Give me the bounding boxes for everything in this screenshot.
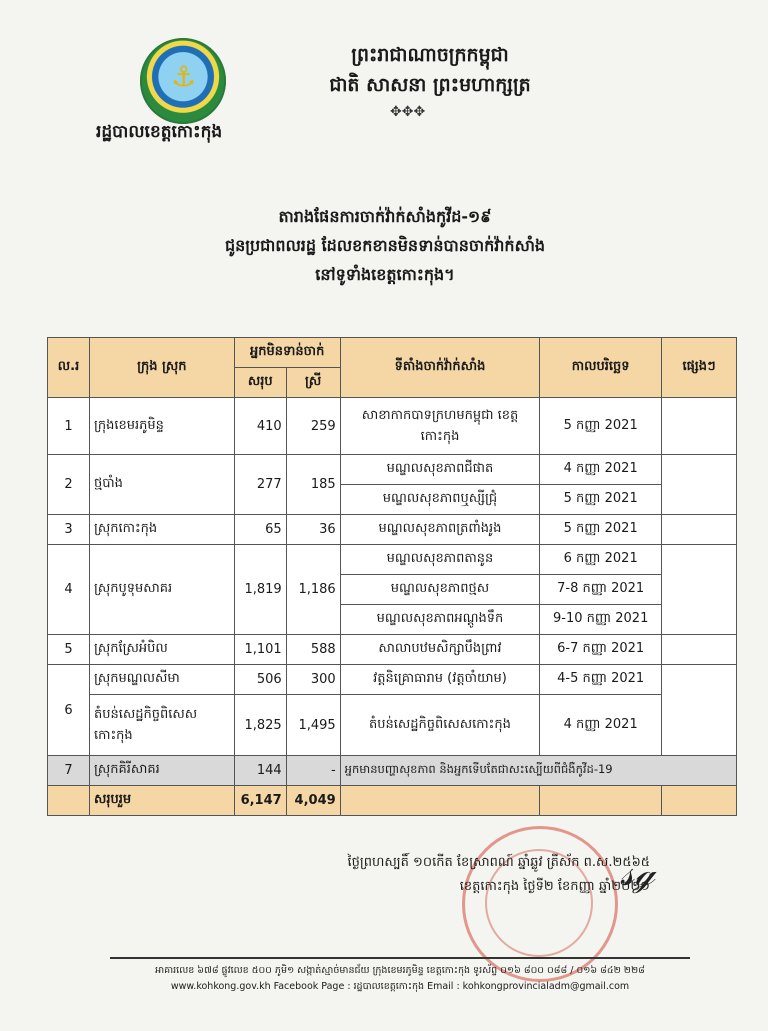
cell-other xyxy=(662,515,737,545)
cell-empty xyxy=(48,786,90,816)
table-row xyxy=(48,455,737,485)
cell-total: 1,825 xyxy=(234,695,286,756)
cell-female: 185 xyxy=(286,455,340,515)
header-total: សរុប xyxy=(234,368,286,398)
cell-no: 4 xyxy=(48,545,90,635)
cell-female: 1,186 xyxy=(286,545,340,635)
cell-date: 9-10 កញ្ញា 2021 xyxy=(540,605,662,635)
signature: 𝓈ℊ xyxy=(620,850,655,894)
anchor-icon: ⚓ xyxy=(171,60,197,93)
header-ornament: ✥✥✥ xyxy=(390,104,426,120)
header-other: ផ្សេងៗ xyxy=(662,338,737,398)
footer-address-block xyxy=(110,963,690,995)
cell-no: 5 xyxy=(48,635,90,665)
cell-female: 36 xyxy=(286,515,340,545)
cell-other xyxy=(662,398,737,455)
lunar-date: ថ្ងៃព្រហស្បតិ៍ ១០កើត ខែស្រាពណ៍ ឆ្នាំឆ្លូវ ត្រីស័ក ព.ស.២៥៦៥ xyxy=(347,855,650,870)
cell-empty xyxy=(540,786,662,816)
cell-site: មណ្ឌលសុខភាពជីផាត xyxy=(340,455,540,485)
header-schedule: កាលបរិច្ឆេទ xyxy=(540,338,662,398)
cell-female: 300 xyxy=(286,665,340,695)
cell-total: 144 xyxy=(234,756,286,786)
cell-no: 6 xyxy=(48,665,90,756)
cell-other xyxy=(662,665,737,756)
cell-no: 7 xyxy=(48,756,90,786)
kingdom-line-1: ព្រះរាជាណាចក្រកម្ពុជា xyxy=(351,44,509,66)
cell-district: ស្រុកស្រែអំបិល xyxy=(89,635,234,665)
cell-site: សាលាបឋមសិក្សាបឹងព្រាវ xyxy=(340,635,540,665)
document-title xyxy=(150,202,620,289)
cell-total: 410 xyxy=(234,398,286,455)
cell-total: 65 xyxy=(234,515,286,545)
table-row xyxy=(48,515,737,545)
table-row xyxy=(48,545,737,575)
table-row xyxy=(48,665,737,695)
cell-total: 1,101 xyxy=(234,635,286,665)
table-header-row xyxy=(48,338,737,368)
cell-date: 6-7 កញ្ញា 2021 xyxy=(540,635,662,665)
footer-divider xyxy=(110,957,690,959)
cell-site: មណ្ឌលសុខភាពឬស្សីជ្រុំ xyxy=(340,485,540,515)
kingdom-header xyxy=(260,40,600,100)
cell-other xyxy=(662,455,737,515)
cell-other xyxy=(662,635,737,665)
cell-no: 1 xyxy=(48,398,90,455)
cell-total: 277 xyxy=(234,455,286,515)
grand-total-female: 4,049 xyxy=(286,786,340,816)
cell-female: - xyxy=(286,756,340,786)
header-site: ទីតាំងចាក់វ៉ាក់សាំង xyxy=(340,338,540,398)
total-label: សរុបរួម xyxy=(89,786,234,816)
cell-site: តំបន់សេដ្ឋកិច្ចពិសេសកោះកុង xyxy=(340,695,540,756)
header-district: ក្រុង ស្រុក xyxy=(89,338,234,398)
cell-district: ស្រុកមណ្ឌលសីមា xyxy=(89,665,234,695)
cell-no: 2 xyxy=(48,455,90,515)
cell-date: 5 កញ្ញា 2021 xyxy=(540,398,662,455)
cell-total: 1,819 xyxy=(234,545,286,635)
cell-no: 3 xyxy=(48,515,90,545)
cell-district: ស្រុកកោះកុង xyxy=(89,515,234,545)
cell-date: 7-8 កញ្ញា 2021 xyxy=(540,575,662,605)
table-row xyxy=(48,756,737,786)
cell-date: 4-5 កញ្ញា 2021 xyxy=(540,665,662,695)
cell-date: 4 កញ្ញា 2021 xyxy=(540,695,662,756)
table-row xyxy=(48,635,737,665)
solar-date: ខេត្តកោះកុង ថ្ងៃទី២ ខែកញ្ញា ឆ្នាំ២០២១ xyxy=(459,879,650,894)
cell-other xyxy=(662,545,737,635)
date-block xyxy=(330,851,650,899)
title-line-2: ជូនប្រជាពលរដ្ឋ ដែលខកខានមិនទាន់បានចាក់វ៉ាក់សាំង xyxy=(224,236,546,255)
cell-female: 1,495 xyxy=(286,695,340,756)
title-line-1: តារាងផែនការចាក់វ៉ាក់សាំងកូវីដ-១៩ xyxy=(278,207,492,226)
cell-date: 6 កញ្ញា 2021 xyxy=(540,545,662,575)
cell-site: វត្តនិគ្រោធារាម (វត្តចាំយាម) xyxy=(340,665,540,695)
cell-empty xyxy=(662,786,737,816)
cell-district: ក្រុងខេមរភូមិន្ទ xyxy=(89,398,234,455)
cell-district: ថ្មបាំង xyxy=(89,455,234,515)
cell-date: 5 កញ្ញា 2021 xyxy=(540,515,662,545)
provincial-seal-logo xyxy=(140,38,226,124)
vaccination-schedule-table xyxy=(47,337,737,816)
table-total-row xyxy=(48,786,737,816)
cell-site: សាខាកាកបាទក្រហមកម្ពុជា ខេត្តកោះកុង xyxy=(340,398,540,455)
table-row xyxy=(48,398,737,455)
cell-date: 5 កញ្ញា 2021 xyxy=(540,485,662,515)
header-unvaccinated: អ្នកមិនទាន់ចាក់ xyxy=(234,338,340,368)
cell-date: 4 កញ្ញា 2021 xyxy=(540,455,662,485)
footer-contacts: www.kohkong.gov.kh Facebook Page : រដ្ឋបាលខេត្តកោះកុង Email : kohkongprovincialadm@gmail.com xyxy=(170,981,630,992)
table-row xyxy=(48,695,737,756)
cell-site: មណ្ឌលសុខភាពថ្មស xyxy=(340,575,540,605)
cell-district: តំបន់សេដ្ឋកិច្ចពិសេសកោះកុង xyxy=(89,695,234,756)
cell-note: អ្នកមានបញ្ហាសុខភាព និងអ្នកទើបតែជាសះស្បើយពីជំងឺកូវីដ-19 xyxy=(340,756,736,786)
cell-total: 506 xyxy=(234,665,286,695)
header-no: ល.រ xyxy=(48,338,90,398)
header-female: ស្រី xyxy=(286,368,340,398)
cell-empty xyxy=(340,786,540,816)
cell-site: មណ្ឌលសុខភាពតានូន xyxy=(340,545,540,575)
cell-female: 588 xyxy=(286,635,340,665)
kingdom-line-2: ជាតិ សាសនា ព្រះមហាក្សត្រ xyxy=(329,74,531,96)
cell-site: មណ្ឌលសុខភាពត្រពាំងរូង xyxy=(340,515,540,545)
cell-site: មណ្ឌលសុខភាពអណ្ដូងទឹក xyxy=(340,605,540,635)
cell-district: ស្រុកបូទុមសាគរ xyxy=(89,545,234,635)
title-line-3: នៅទូទាំងខេត្តកោះកុង។ xyxy=(315,265,455,284)
footer-address: អាគារលេខ ៦៧៨ ផ្លូវលេខ ៥០០ ភូមិ១ សង្កាត់ស្មាច់មានជ័យ ក្រុងខេមរភូមិន្ទ ខេត្តកោះកុង ទូរស័ព្ទ ០១៦ ៨០០ ០៨៨ / ០១៦ ៨៤២ ២២៨ xyxy=(155,965,645,976)
cell-district: ស្រុកគិរីសាគរ xyxy=(89,756,234,786)
cell-female: 259 xyxy=(286,398,340,455)
grand-total: 6,147 xyxy=(234,786,286,816)
organization-name: រដ្ឋបាលខេត្តកោះកុង xyxy=(96,122,223,142)
